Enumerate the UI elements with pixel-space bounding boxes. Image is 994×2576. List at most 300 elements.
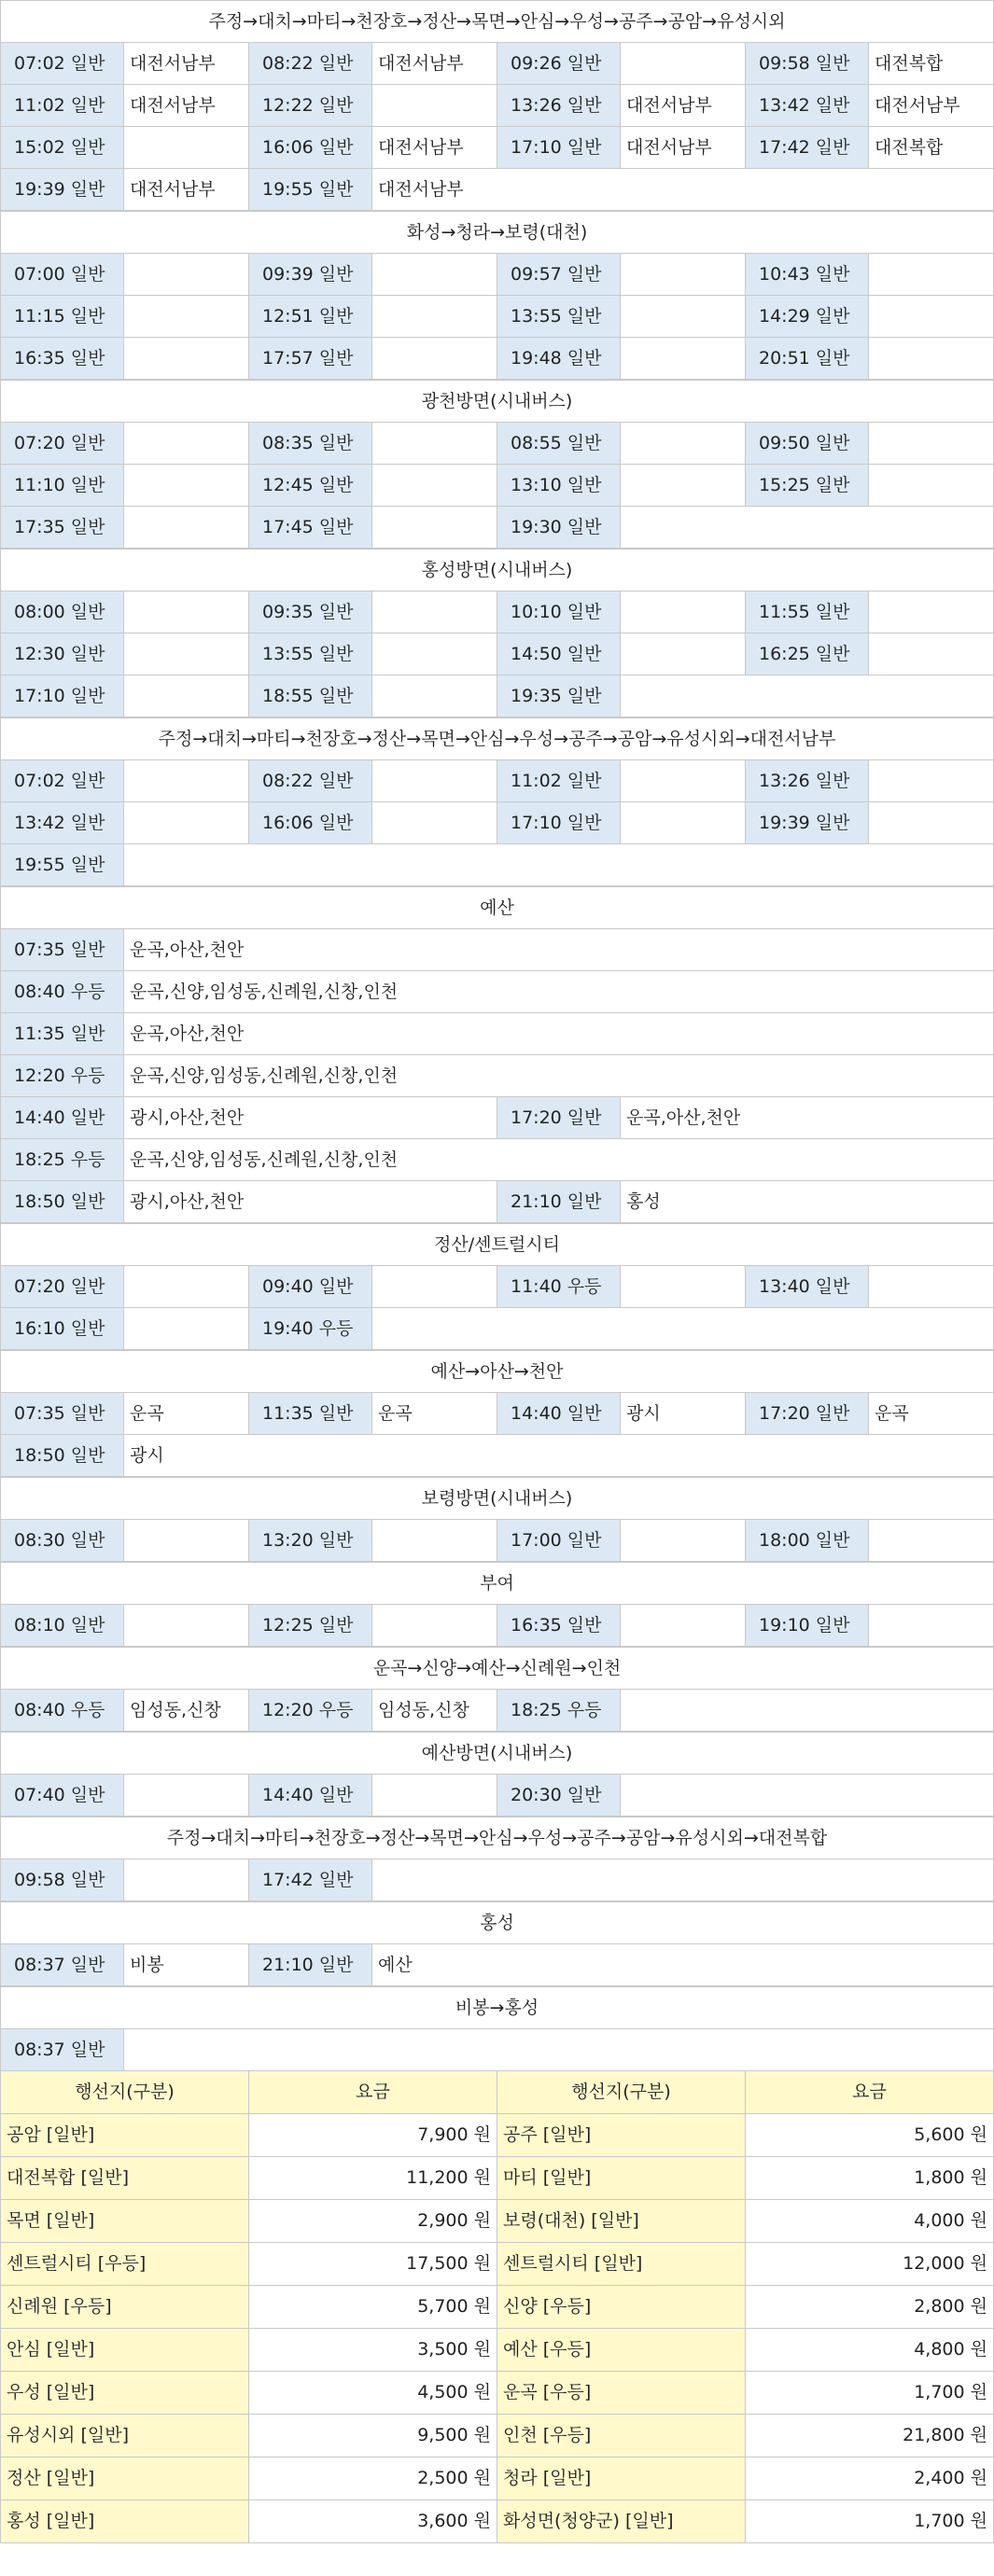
departure-note: 대전복합 xyxy=(869,43,994,84)
route-section xyxy=(0,1562,994,1647)
departure-time: 08:22 일반 xyxy=(249,43,372,84)
departure-time: 19:55 일반 xyxy=(1,844,124,885)
departure-note xyxy=(621,634,746,675)
departure-time: 19:48 일반 xyxy=(497,338,621,379)
departure-time: 07:20 일반 xyxy=(1,1266,124,1307)
departure-note xyxy=(124,1605,249,1646)
departure-note xyxy=(372,1266,497,1307)
timetable-row xyxy=(1,423,993,465)
fare-header-destination: 행선지(구분) xyxy=(497,2071,746,2113)
route-section xyxy=(0,1477,994,1562)
departure-note xyxy=(621,1266,746,1307)
departure-note xyxy=(621,296,746,337)
departure-note: 운곡,아산,천안 xyxy=(124,929,993,970)
departure-time: 09:58 일반 xyxy=(746,43,869,84)
departure-time: 08:00 일반 xyxy=(1,592,124,633)
departure-note xyxy=(124,760,249,801)
timetable-row xyxy=(1,1393,993,1435)
fare-destination: 운곡 [우등] xyxy=(497,2372,746,2414)
departure-time: 11:55 일반 xyxy=(746,592,869,633)
departure-time: 08:40 우등 xyxy=(1,971,124,1012)
fare-destination: 센트럴시티 [우등] xyxy=(1,2243,249,2285)
departure-note xyxy=(621,1775,993,1816)
departure-time: 10:43 일반 xyxy=(746,254,869,295)
departure-time: 13:55 일반 xyxy=(249,634,372,675)
departure-time: 21:10 일반 xyxy=(497,1181,621,1222)
departure-note xyxy=(869,338,994,379)
timetable-row xyxy=(1,844,993,886)
departure-note xyxy=(372,423,497,464)
departure-time: 18:25 우등 xyxy=(1,1139,124,1180)
fare-row xyxy=(0,2157,994,2200)
fare-price: 1,700 원 xyxy=(746,2372,993,2414)
departure-note: 임성동,신창 xyxy=(124,1690,249,1731)
departure-note xyxy=(621,760,746,801)
departure-time: 09:40 일반 xyxy=(249,1266,372,1307)
route-section xyxy=(0,211,994,380)
fare-price: 3,600 원 xyxy=(249,2500,497,2542)
departure-time: 14:29 일반 xyxy=(746,296,869,337)
route-section xyxy=(0,1647,994,1732)
timetable-row xyxy=(1,1181,993,1223)
departure-time: 21:10 일반 xyxy=(249,1944,372,1985)
departure-note xyxy=(869,1605,994,1646)
timetable-row xyxy=(1,85,993,127)
fare-destination: 신례원 [우등] xyxy=(1,2286,249,2328)
departure-note xyxy=(869,465,994,506)
fare-price: 3,500 원 xyxy=(249,2329,497,2371)
departure-time: 15:25 일반 xyxy=(746,465,869,506)
departure-note xyxy=(621,675,993,717)
route-title: 예산→아산→천안 xyxy=(1,1350,993,1393)
timetable-row xyxy=(1,1775,993,1817)
departure-note: 운곡,아산,천안 xyxy=(621,1097,993,1138)
route-title: 비봉→홍성 xyxy=(1,1986,993,2029)
departure-note xyxy=(372,1775,497,1816)
departure-note xyxy=(124,1308,249,1349)
departure-note: 대전복합 xyxy=(869,127,994,168)
route-section xyxy=(0,1223,994,1350)
departure-note xyxy=(869,1520,994,1561)
departure-note xyxy=(869,802,994,843)
departure-time: 17:10 일반 xyxy=(497,127,621,168)
departure-note xyxy=(124,254,249,295)
departure-note xyxy=(372,1605,497,1646)
departure-time: 13:42 일반 xyxy=(746,85,869,126)
departure-note xyxy=(124,1520,249,1561)
timetable-row xyxy=(1,338,993,380)
departure-time: 07:02 일반 xyxy=(1,43,124,84)
departure-note: 대전서남부 xyxy=(621,85,746,126)
departure-time: 11:35 일반 xyxy=(249,1393,372,1434)
route-section xyxy=(0,380,994,549)
departure-time: 20:51 일반 xyxy=(746,338,869,379)
departure-note xyxy=(124,338,249,379)
timetable-row xyxy=(1,634,993,675)
fare-destination: 화성면(청양군) [일반] xyxy=(497,2500,746,2542)
departure-time: 08:55 일반 xyxy=(497,423,621,464)
route-title: 정산/센트럴시티 xyxy=(1,1223,993,1266)
departure-note: 대전서남부 xyxy=(372,127,497,168)
departure-time: 11:15 일반 xyxy=(1,296,124,337)
fare-destination: 안심 [일반] xyxy=(1,2329,249,2371)
departure-time: 14:40 일반 xyxy=(497,1393,621,1434)
departure-time: 13:26 일반 xyxy=(746,760,869,801)
fare-row xyxy=(0,2329,994,2372)
departure-note xyxy=(124,802,249,843)
departure-note xyxy=(124,296,249,337)
departure-time: 07:00 일반 xyxy=(1,254,124,295)
departure-time: 19:10 일반 xyxy=(746,1605,869,1646)
departure-note: 운곡,아산,천안 xyxy=(124,1013,993,1054)
departure-time: 19:30 일반 xyxy=(497,507,621,548)
departure-time: 11:02 일반 xyxy=(497,760,621,801)
fare-price: 2,500 원 xyxy=(249,2458,497,2499)
departure-time: 13:10 일반 xyxy=(497,465,621,506)
fare-price: 17,500 원 xyxy=(249,2243,497,2285)
fare-table-header xyxy=(0,2071,994,2114)
fare-row xyxy=(0,2372,994,2415)
departure-note xyxy=(372,338,497,379)
timetable-row xyxy=(1,1097,993,1139)
fare-price: 11,200 원 xyxy=(249,2157,497,2199)
fare-price: 4,500 원 xyxy=(249,2372,497,2414)
departure-note xyxy=(621,423,746,464)
route-section xyxy=(0,1350,994,1477)
departure-time: 13:40 일반 xyxy=(746,1266,869,1307)
departure-time: 18:50 일반 xyxy=(1,1435,124,1476)
departure-note xyxy=(124,1266,249,1307)
fare-price: 1,800 원 xyxy=(746,2157,993,2199)
fare-destination: 우성 [일반] xyxy=(1,2372,249,2414)
departure-note: 대전서남부 xyxy=(124,169,249,210)
departure-time: 11:02 일반 xyxy=(1,85,124,126)
departure-time: 12:45 일반 xyxy=(249,465,372,506)
departure-time: 18:50 일반 xyxy=(1,1181,124,1222)
departure-note xyxy=(372,592,497,633)
departure-time: 11:10 일반 xyxy=(1,465,124,506)
departure-note xyxy=(372,1859,993,1901)
departure-note: 대전서남부 xyxy=(372,43,497,84)
departure-note: 광시 xyxy=(124,1435,993,1476)
fare-destination: 마티 [일반] xyxy=(497,2157,746,2199)
departure-time: 13:20 일반 xyxy=(249,1520,372,1561)
departure-note: 운곡 xyxy=(869,1393,994,1434)
departure-note xyxy=(372,1308,993,1349)
departure-time: 07:35 일반 xyxy=(1,1393,124,1434)
timetable-row xyxy=(1,43,993,85)
route-section xyxy=(0,1986,994,2071)
fare-destination: 대전복합 [일반] xyxy=(1,2157,249,2199)
departure-time: 17:45 일반 xyxy=(249,507,372,548)
timetable-row xyxy=(1,1605,993,1647)
departure-time: 20:30 일반 xyxy=(497,1775,621,1816)
departure-time: 11:40 우등 xyxy=(497,1266,621,1307)
departure-note xyxy=(621,507,993,548)
departure-note xyxy=(621,254,746,295)
departure-note: 운곡,신양,임성동,신례원,신창,인천 xyxy=(124,971,993,1012)
departure-note xyxy=(869,254,994,295)
departure-time: 17:35 일반 xyxy=(1,507,124,548)
departure-note: 대전서남부 xyxy=(372,169,993,210)
fare-destination: 공암 [일반] xyxy=(1,2114,249,2156)
departure-note xyxy=(372,296,497,337)
fare-row xyxy=(0,2243,994,2286)
departure-time: 10:10 일반 xyxy=(497,592,621,633)
departure-time: 14:40 일반 xyxy=(249,1775,372,1816)
fare-price: 21,800 원 xyxy=(746,2415,993,2457)
departure-time: 07:35 일반 xyxy=(1,929,124,970)
route-section xyxy=(0,1817,994,1901)
departure-time: 17:00 일반 xyxy=(497,1520,621,1561)
fare-price: 2,800 원 xyxy=(746,2286,993,2328)
departure-time: 07:02 일반 xyxy=(1,760,124,801)
departure-time: 09:50 일반 xyxy=(746,423,869,464)
departure-note xyxy=(372,675,497,717)
departure-note xyxy=(124,592,249,633)
departure-time: 16:35 일반 xyxy=(497,1605,621,1646)
timetable-row xyxy=(1,1944,993,1986)
timetable-row xyxy=(1,465,993,507)
route-title: 홍성방면(시내버스) xyxy=(1,549,993,592)
fare-destination: 유성시외 [일반] xyxy=(1,2415,249,2457)
fare-price: 4,000 원 xyxy=(746,2200,993,2242)
fare-destination: 신양 [우등] xyxy=(497,2286,746,2328)
departure-time: 15:02 일반 xyxy=(1,127,124,168)
route-title: 운곡→신양→예산→신례원→인천 xyxy=(1,1647,993,1690)
departure-note xyxy=(124,844,993,885)
departure-time: 12:25 일반 xyxy=(249,1605,372,1646)
departure-note xyxy=(124,127,249,168)
departure-note xyxy=(621,1520,746,1561)
departure-note xyxy=(372,760,497,801)
fare-price: 5,600 원 xyxy=(746,2114,993,2156)
timetable-row xyxy=(1,296,993,338)
timetable-row xyxy=(1,971,993,1013)
departure-note xyxy=(372,465,497,506)
departure-note xyxy=(372,507,497,548)
fare-row xyxy=(0,2286,994,2329)
fare-price: 1,700 원 xyxy=(746,2500,993,2542)
departure-note xyxy=(124,1859,249,1901)
fare-price: 5,700 원 xyxy=(249,2286,497,2328)
departure-note xyxy=(621,338,746,379)
departure-note xyxy=(124,1775,249,1816)
departure-time: 14:50 일반 xyxy=(497,634,621,675)
departure-time: 12:22 일반 xyxy=(249,85,372,126)
departure-note xyxy=(621,43,746,84)
departure-time: 08:30 일반 xyxy=(1,1520,124,1561)
departure-time: 16:06 일반 xyxy=(249,127,372,168)
timetable-row xyxy=(1,1859,993,1901)
timetable-row xyxy=(1,1435,993,1477)
departure-time: 18:00 일반 xyxy=(746,1520,869,1561)
departure-time: 08:35 일반 xyxy=(249,423,372,464)
departure-note: 운곡 xyxy=(124,1393,249,1434)
timetable-row xyxy=(1,507,993,549)
departure-note: 운곡,신양,임성동,신례원,신창,인천 xyxy=(124,1055,993,1096)
departure-time: 18:25 우등 xyxy=(497,1690,621,1731)
fare-price: 2,900 원 xyxy=(249,2200,497,2242)
departure-note xyxy=(124,423,249,464)
route-title: 주정→대치→마티→천장호→정산→목면→안심→우성→공주→공암→유성시외→대전복합 xyxy=(1,1817,993,1859)
departure-time: 12:51 일반 xyxy=(249,296,372,337)
fare-row xyxy=(0,2415,994,2458)
departure-note: 광시,아산,천안 xyxy=(124,1097,497,1138)
timetable-row xyxy=(1,929,993,971)
fare-price: 4,800 원 xyxy=(746,2329,993,2371)
departure-note: 광시,아산,천안 xyxy=(124,1181,497,1222)
timetable-row xyxy=(1,675,993,717)
departure-time: 07:40 일반 xyxy=(1,1775,124,1816)
departure-time: 17:10 일반 xyxy=(1,675,124,717)
departure-note: 대전서남부 xyxy=(869,85,994,126)
timetable-row xyxy=(1,1013,993,1055)
departure-time: 12:30 일반 xyxy=(1,634,124,675)
route-title: 부여 xyxy=(1,1562,993,1605)
departure-time: 09:57 일반 xyxy=(497,254,621,295)
departure-note: 운곡,신양,임성동,신례원,신창,인천 xyxy=(124,1139,993,1180)
departure-time: 18:55 일반 xyxy=(249,675,372,717)
departure-time: 08:37 일반 xyxy=(1,2029,124,2070)
departure-time: 19:39 일반 xyxy=(746,802,869,843)
fare-price: 9,500 원 xyxy=(249,2415,497,2457)
timetable-row xyxy=(1,1266,993,1308)
route-title: 화성→청라→보령(대천) xyxy=(1,211,993,254)
departure-note xyxy=(621,592,746,633)
departure-time: 11:35 일반 xyxy=(1,1013,124,1054)
departure-note: 홍성 xyxy=(621,1181,993,1222)
fare-destination: 보령(대천) [일반] xyxy=(497,2200,746,2242)
fare-destination: 정산 [일반] xyxy=(1,2458,249,2499)
departure-time: 17:42 일반 xyxy=(249,1859,372,1901)
departure-time: 08:37 일반 xyxy=(1,1944,124,1985)
timetable-row xyxy=(1,1139,993,1181)
fare-header-price: 요금 xyxy=(852,2082,887,2102)
departure-time: 16:10 일반 xyxy=(1,1308,124,1349)
departure-time: 17:20 일반 xyxy=(497,1097,621,1138)
timetable-row xyxy=(1,1055,993,1097)
route-title: 예산방면(시내버스) xyxy=(1,1732,993,1775)
departure-note xyxy=(124,2029,993,2070)
departure-note: 비봉 xyxy=(124,1944,249,1985)
departure-time: 08:10 일반 xyxy=(1,1605,124,1646)
departure-time: 13:55 일반 xyxy=(497,296,621,337)
route-section xyxy=(0,549,994,717)
route-section xyxy=(0,1732,994,1817)
departure-note xyxy=(869,423,994,464)
fare-row xyxy=(0,2500,994,2543)
departure-time: 08:40 우등 xyxy=(1,1690,124,1731)
departure-note xyxy=(124,507,249,548)
departure-note: 광시 xyxy=(621,1393,746,1434)
departure-time: 13:42 일반 xyxy=(1,802,124,843)
route-title: 보령방면(시내버스) xyxy=(1,1477,993,1520)
departure-time: 09:26 일반 xyxy=(497,43,621,84)
timetable-row xyxy=(1,592,993,634)
fare-destination: 센트럴시티 [일반] xyxy=(497,2243,746,2285)
departure-note: 예산 xyxy=(372,1944,993,1985)
departure-note xyxy=(869,296,994,337)
departure-time: 12:20 우등 xyxy=(1,1055,124,1096)
departure-time: 09:58 일반 xyxy=(1,1859,124,1901)
departure-note xyxy=(124,634,249,675)
fare-price: 7,900 원 xyxy=(249,2114,497,2156)
departure-time: 17:20 일반 xyxy=(746,1393,869,1434)
timetable-row xyxy=(1,802,993,844)
timetable-row xyxy=(1,1520,993,1562)
departure-note xyxy=(621,802,746,843)
fare-row xyxy=(0,2200,994,2243)
departure-time: 14:40 일반 xyxy=(1,1097,124,1138)
departure-time: 19:35 일반 xyxy=(497,675,621,717)
fare-destination: 공주 [일반] xyxy=(497,2114,746,2156)
departure-note xyxy=(621,465,746,506)
fare-row xyxy=(0,2458,994,2500)
departure-time: 17:42 일반 xyxy=(746,127,869,168)
departure-note: 대전서남부 xyxy=(124,85,249,126)
timetable-row xyxy=(1,254,993,296)
timetable-row xyxy=(1,760,993,802)
departure-note xyxy=(869,760,994,801)
departure-time: 17:57 일반 xyxy=(249,338,372,379)
timetable-row xyxy=(1,1690,993,1732)
fare-destination: 홍성 [일반] xyxy=(1,2500,249,2542)
departure-note xyxy=(124,675,249,717)
departure-note xyxy=(124,465,249,506)
departure-time: 16:25 일반 xyxy=(746,634,869,675)
departure-note xyxy=(869,634,994,675)
fare-destination: 인천 [우등] xyxy=(497,2415,746,2457)
departure-note: 대전서남부 xyxy=(124,43,249,84)
departure-note xyxy=(621,1690,993,1731)
route-section xyxy=(0,717,994,886)
timetable-row xyxy=(1,127,993,169)
departure-note xyxy=(372,85,497,126)
route-section xyxy=(0,1901,994,1986)
departure-time: 09:35 일반 xyxy=(249,592,372,633)
departure-time: 19:55 일반 xyxy=(249,169,372,210)
departure-note xyxy=(621,1605,746,1646)
departure-time: 13:26 일반 xyxy=(497,85,621,126)
fare-price: 12,000 원 xyxy=(746,2243,993,2285)
timetable-row xyxy=(1,169,993,211)
departure-note: 운곡 xyxy=(372,1393,497,1434)
route-title: 주정→대치→마티→천장호→정산→목면→안심→우성→공주→공암→유성시외 xyxy=(1,0,993,43)
fare-header-price: 요금 xyxy=(249,2071,497,2113)
route-section xyxy=(0,0,994,211)
route-title: 예산 xyxy=(1,886,993,929)
fare-header-destination: 행선지(구분) xyxy=(1,2071,249,2113)
departure-note xyxy=(372,802,497,843)
departure-time: 16:35 일반 xyxy=(1,338,124,379)
departure-time: 19:39 일반 xyxy=(1,169,124,210)
route-section xyxy=(0,886,994,1223)
departure-time: 19:40 우등 xyxy=(249,1308,372,1349)
route-title: 주정→대치→마티→천장호→정산→목면→안심→우성→공주→공암→유성시외→대전서남부 xyxy=(1,717,993,760)
departure-note xyxy=(372,1520,497,1561)
departure-note xyxy=(372,254,497,295)
departure-note: 임성동,신창 xyxy=(372,1690,497,1731)
fare-destination: 예산 [우등] xyxy=(497,2329,746,2371)
fare-price: 2,400 원 xyxy=(746,2458,993,2499)
departure-time: 16:06 일반 xyxy=(249,802,372,843)
departure-note xyxy=(372,634,497,675)
departure-note xyxy=(869,1266,994,1307)
fare-destination: 목면 [일반] xyxy=(1,2200,249,2242)
departure-time: 08:22 일반 xyxy=(249,760,372,801)
departure-note xyxy=(869,592,994,633)
